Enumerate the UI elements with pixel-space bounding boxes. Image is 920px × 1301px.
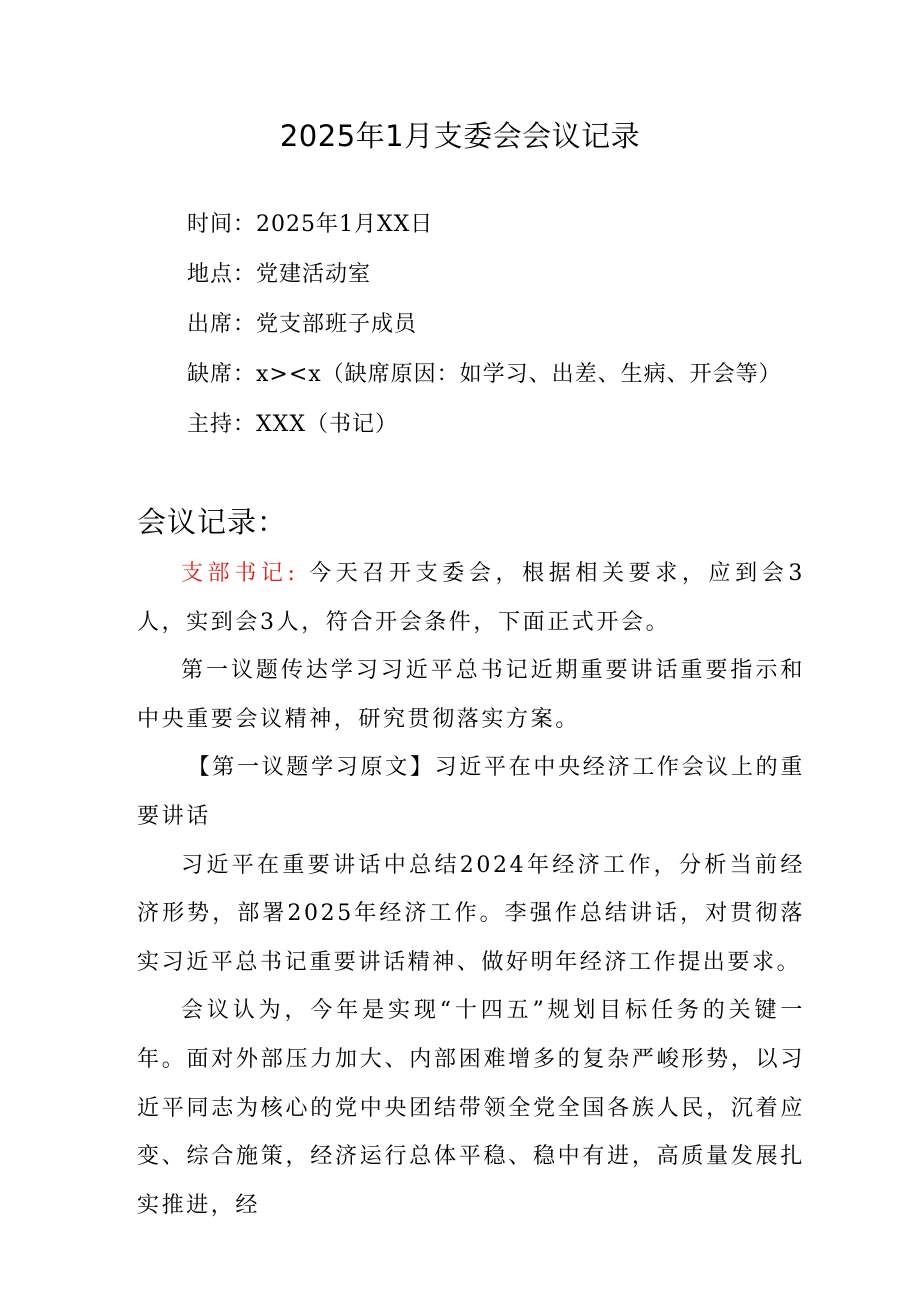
minutes-heading: 会议记录： (137, 505, 288, 539)
paragraph-meeting-view: 会议认为，今年是实现“十四五”规划目标任务的关键一年。面对外部压力加大、内部困难增多的复杂严峻形势，以习近平同志为核心的党中央团结带领全党全国各族人民，沉着应变、综合施策，经济运行总体平稳、稳中有进，高质量发展扎实推进，经 (137, 998, 805, 1218)
meeting-attendees: 出席：党支部班子成员 (187, 312, 418, 337)
speaker-label: 支部书记: (181, 561, 298, 586)
meeting-info (187, 205, 827, 455)
meeting-location: 地点：党建活动室 (187, 262, 372, 287)
minutes-body (137, 550, 805, 1230)
document-title: 2025年1月支委会会议记录 (279, 119, 641, 153)
paragraph-first-topic: 第一议题传达学习习近平总书记近期重要讲话重要指示和中央重要会议精神，研究贯彻落实方案。 (137, 658, 805, 732)
paragraph-study-source: 【第一议题学习原文】习近平在中央经济工作会议上的重要讲话 (137, 755, 805, 829)
meeting-time: 时间：2025年1月XX日 (187, 212, 434, 237)
paragraph-speech-summary: 习近平在重要讲话中总结2024年经济工作，分析当前经济形势，部署2025年经济工作。李强作总结讲话，对贯彻落实习近平总书记重要讲话精神、做好明年经济工作提出要求。 (137, 852, 805, 975)
paragraph-opening-text: 今天召开支委会，根据相关要求，应到会3人，实到会3人，符合开会条件，下面正式开会。 (137, 561, 805, 635)
meeting-absentees: 缺席：x><x（缺席原因：如学习、出差、生病、开会等） (187, 362, 782, 387)
paragraph-opening (137, 550, 805, 647)
meeting-host: 主持：XXX（书记） (187, 412, 398, 437)
